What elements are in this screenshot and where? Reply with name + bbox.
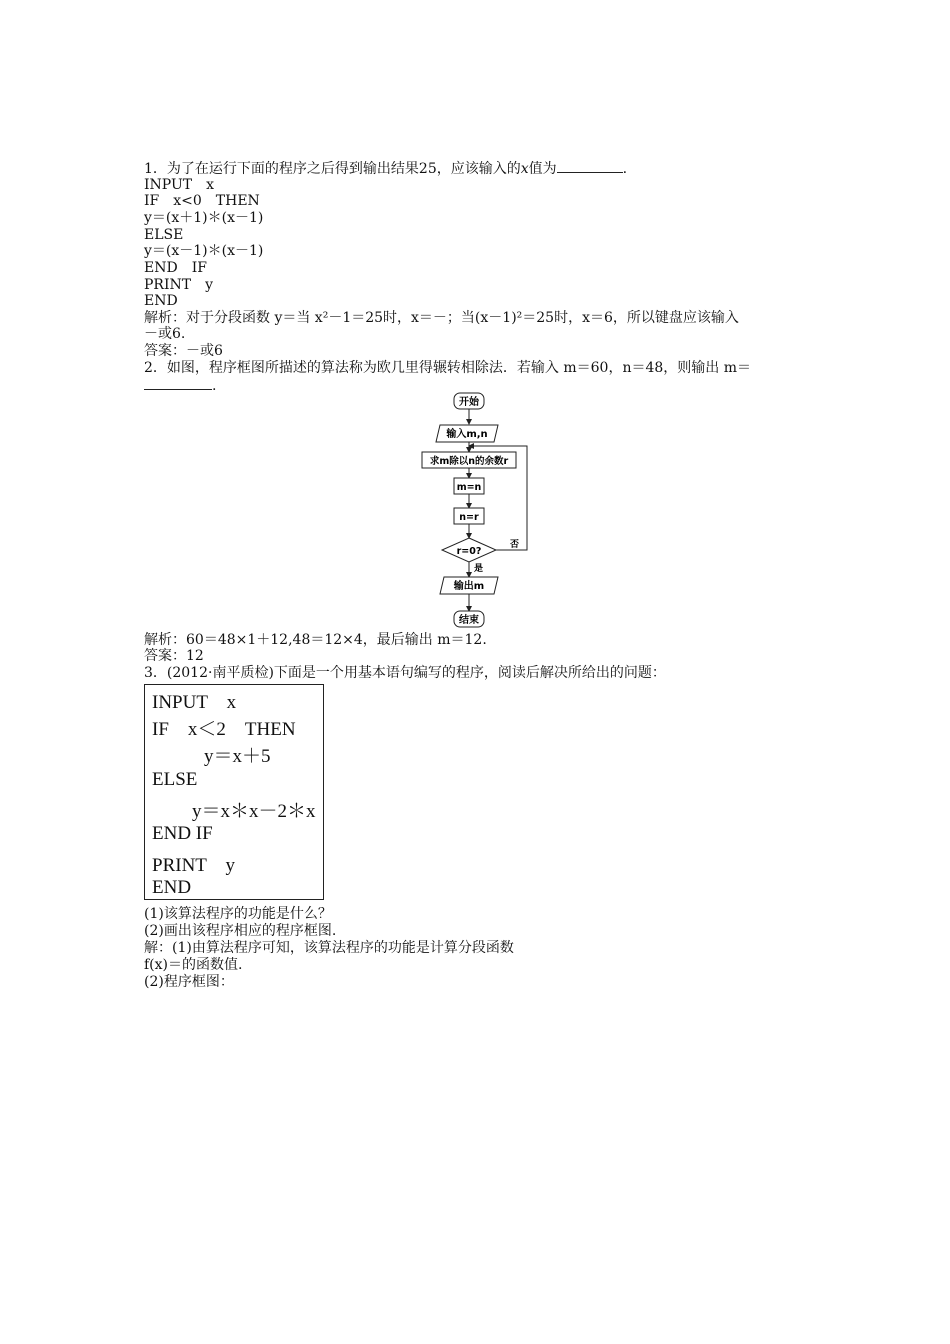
q1-stem-text: 1．为了在运行下面的程序之后得到输出结果25，应该输入的 — [144, 161, 521, 177]
fc-remainder-label: 求m除以n的余数r — [429, 456, 509, 467]
fc-yes-label: 是 — [474, 564, 484, 574]
fc-decision-label: r=0? — [456, 546, 482, 557]
q1-stem-var: x — [520, 161, 529, 177]
q1-answer-blank — [557, 160, 623, 173]
q2-stem-end: . — [212, 378, 217, 394]
q1-stem — [144, 160, 627, 177]
q1-code-line: ELSE — [144, 227, 184, 243]
fc-no-label: 否 — [510, 540, 520, 550]
q3-code-box — [144, 684, 324, 900]
fc-assign-n-label: n=r — [459, 512, 479, 523]
q1-code-line: END IF — [144, 260, 207, 276]
q1-code-line: y＝(x－1)＊(x－1) — [144, 243, 264, 259]
q2-stem-cont — [144, 377, 216, 394]
q3-sub1: (1)该算法程序的功能是什么？ — [144, 906, 332, 922]
fc-input-label: 输入m,n — [446, 429, 488, 440]
q3-solution-part2: (2)程序框图： — [144, 974, 234, 990]
q3-code-line: ELSE — [152, 769, 198, 790]
q3-code-line: IF x＜2 THEN — [152, 719, 296, 740]
q1-stem-tail: 值为 — [528, 161, 557, 177]
q1-code-line: PRINT y — [144, 277, 213, 293]
q2-stem: 2．如图，程序框图所描述的算法称为欧几里得辗转相除法．若输入 m＝60，n＝48，则输出 m＝ — [144, 360, 752, 376]
q1-answer: 答案：－或6 — [144, 343, 223, 359]
q1-code-line: IF x<0 THEN — [144, 193, 260, 209]
q1-code-line: y＝(x＋1)＊(x－1) — [144, 210, 264, 226]
q1-stem-end: . — [622, 161, 628, 177]
q3-stem: 3．(2012·南平质检)下面是一个用基本语句编写的程序，阅读后解决所给出的问题： — [144, 665, 666, 681]
fc-assign-m-label: m=n — [456, 482, 482, 493]
q1-analysis: 解析：对于分段函数 y＝当 x²－1＝25时，x＝－；当(x－1)²＝25时，x＝6，所以键盘应该输入 — [144, 310, 739, 326]
q3-solution-cont: f(x)＝的函数值. — [144, 957, 243, 973]
q2-answer: 答案：12 — [144, 648, 204, 664]
q3-code-line: END IF — [152, 823, 213, 844]
fc-start-label: 开始 — [459, 397, 479, 408]
q3-code-line: PRINT y — [152, 855, 236, 876]
q3-code-line: END — [152, 877, 192, 898]
q1-code-line: INPUT x — [144, 177, 214, 193]
q3-sub2: (2)画出该程序相应的程序框图. — [144, 923, 337, 939]
q3-code-line: INPUT x — [152, 692, 237, 713]
q1-analysis-cont: －或6. — [144, 326, 186, 342]
q3-solution: 解：(1)由算法程序可知，该算法程序的功能是计算分段函数 — [144, 940, 514, 956]
q1-code-line: END — [144, 293, 178, 309]
q3-code-line: y＝x＊x－2＊x — [192, 801, 316, 822]
q2-answer-blank — [144, 377, 212, 390]
q3-code-line: y＝x＋5 — [204, 746, 271, 767]
q2-analysis: 解析：60＝48×1＋12,48＝12×4，最后输出 m＝12. — [144, 632, 487, 648]
fc-output-label: 输出m — [453, 581, 485, 592]
fc-end-label: 结束 — [459, 615, 479, 626]
q2-flowchart — [400, 390, 550, 630]
